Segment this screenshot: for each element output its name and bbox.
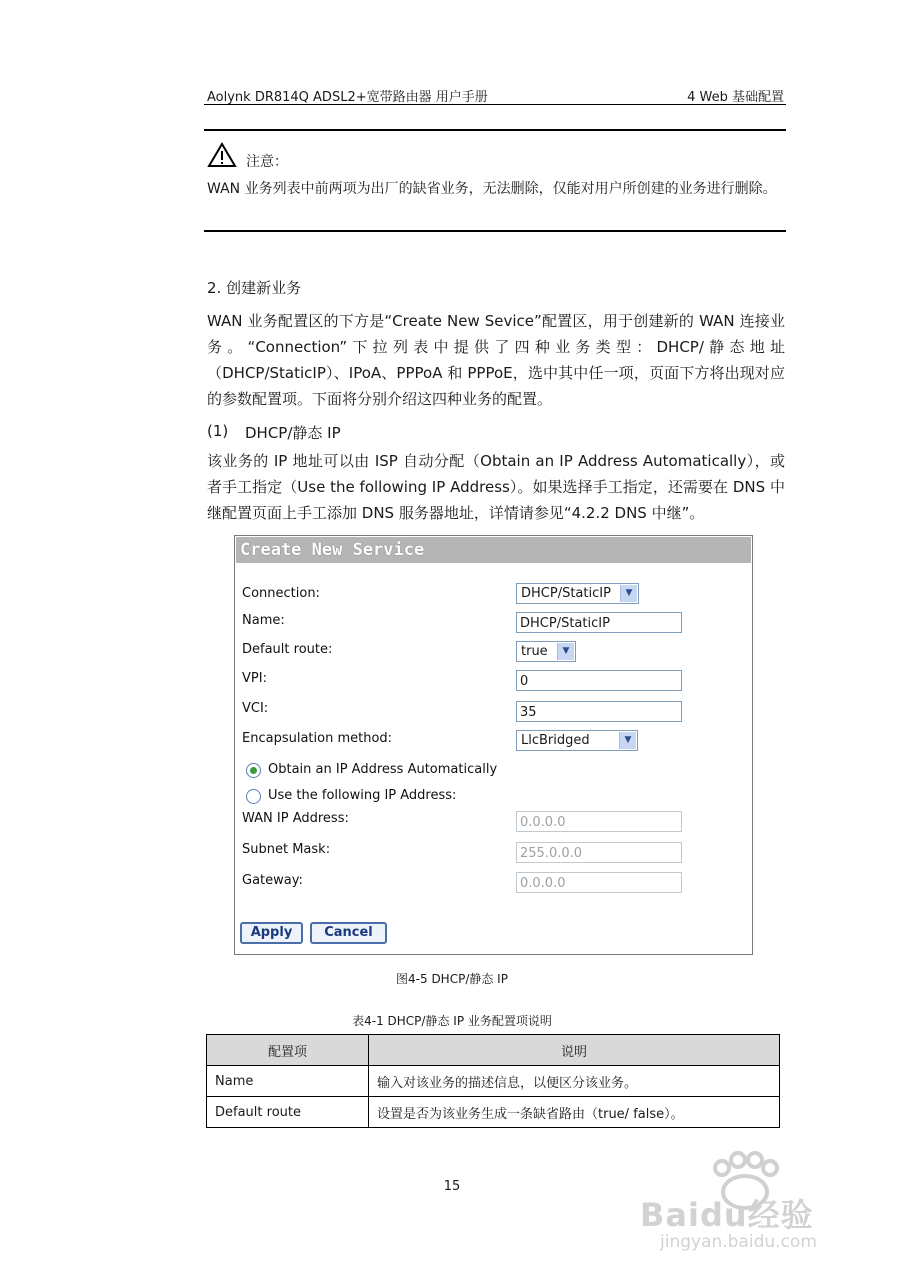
chevron-down-icon: ▼ (557, 643, 574, 660)
vpi-label: VPI: (242, 671, 267, 686)
section-heading: 2. 创建新业务 (207, 279, 302, 297)
page-number: 15 (443, 1179, 461, 1194)
name-label: Name: (242, 613, 285, 628)
table-row (207, 1066, 780, 1097)
wan-ip-label: WAN IP Address: (242, 811, 349, 826)
encapsulation-select[interactable] (516, 730, 638, 751)
section-paragraph-2: 该业务的 IP 地址可以由 ISP 自动分配（Obtain an IP Address Automatically），或者手工指定（Use the following IP Address）。如果选择手工指定，还需要在 DNS 中继配置页面上手工添加 DNS 服务器地址，详情请参见“4.2.2 DNS 中继”。 (207, 452, 785, 522)
cancel-button[interactable]: Cancel (310, 922, 387, 944)
note-text: WAN 业务列表中前两项为出厂的缺省业务，无法删除，仅能对用户所创建的业务进行删除。 (207, 181, 777, 197)
note-title: 注意： (246, 154, 288, 170)
header-right: 4 Web 基础配置 (687, 90, 784, 105)
encapsulation-value: LlcBridged (521, 733, 590, 748)
table-header: 配置项 (207, 1035, 369, 1066)
connection-label: Connection: (242, 586, 320, 601)
gateway-field[interactable]: 0.0.0.0 (516, 872, 682, 893)
table-cell: 输入对该业务的描述信息，以便区分该业务。 (369, 1066, 780, 1097)
subsection-number: (1) (207, 422, 229, 440)
watermark-url: jingyan.baidu.com (660, 1232, 817, 1252)
name-field[interactable]: DHCP/StaticIP (516, 612, 682, 633)
use-following-ip-radio[interactable] (246, 789, 261, 804)
chevron-down-icon: ▼ (619, 732, 636, 749)
chevron-down-icon: ▼ (620, 585, 637, 602)
note-bottom-rule (204, 230, 786, 232)
subnet-mask-field[interactable]: 255.0.0.0 (516, 842, 682, 863)
vci-field[interactable]: 35 (516, 701, 682, 722)
connection-select[interactable] (516, 583, 639, 604)
encapsulation-label: Encapsulation method: (242, 731, 393, 746)
table-cell: Name (207, 1066, 369, 1097)
panel-title: Create New Service (236, 537, 751, 563)
obtain-auto-radio[interactable] (246, 763, 261, 778)
wan-ip-field[interactable]: 0.0.0.0 (516, 811, 682, 832)
subnet-mask-label: Subnet Mask: (242, 842, 331, 857)
vci-label: VCI: (242, 701, 269, 716)
create-service-panel (234, 535, 753, 955)
table-caption: 表4-1 DHCP/静态 IP 业务配置项说明 (352, 1014, 552, 1028)
section-paragraph-1: WAN 业务配置区的下方是“Create New Sevice”配置区，用于创建新的 WAN 连接业务。“Connection”下拉列表中提供了四种业务类型：DHCP/静态地址（DHCP/StaticIP）、IPoA、PPPoA 和 PPPoE，选中其中任一项，页面下方将出现对应的参数配置项。下面将分别介绍这四种业务的配置。 (207, 312, 785, 408)
table-header: 说明 (369, 1035, 780, 1066)
apply-button[interactable]: Apply (240, 922, 303, 944)
note-top-rule (204, 129, 786, 131)
obtain-auto-label: Obtain an IP Address Automatically (268, 762, 498, 777)
default-route-select[interactable] (516, 641, 576, 662)
connection-value: DHCP/StaticIP (521, 586, 611, 601)
table-row (207, 1097, 780, 1128)
radio-selected-dot (250, 767, 257, 774)
subsection-title: DHCP/静态 IP (245, 424, 341, 442)
table-header-row (207, 1035, 780, 1066)
gateway-label: Gateway: (242, 873, 303, 888)
header-left: Aolynk DR814Q ADSL2+宽带路由器 用户手册 (207, 90, 488, 105)
baidu-watermark (640, 1150, 850, 1260)
watermark-brand: Baidu经验 (640, 1196, 814, 1234)
config-table (206, 1034, 780, 1128)
default-route-value: true (521, 644, 548, 659)
default-route-label: Default route: (242, 642, 333, 657)
table-cell: 设置是否为该业务生成一条缺省路由（true/ false）。 (369, 1097, 780, 1128)
header-rule (204, 104, 786, 105)
vpi-field[interactable]: 0 (516, 670, 682, 691)
table-cell: Default route (207, 1097, 369, 1128)
figure-caption: 图4-5 DHCP/静态 IP (396, 972, 508, 986)
warning-icon (207, 142, 237, 172)
use-following-ip-label: Use the following IP Address: (268, 788, 457, 803)
